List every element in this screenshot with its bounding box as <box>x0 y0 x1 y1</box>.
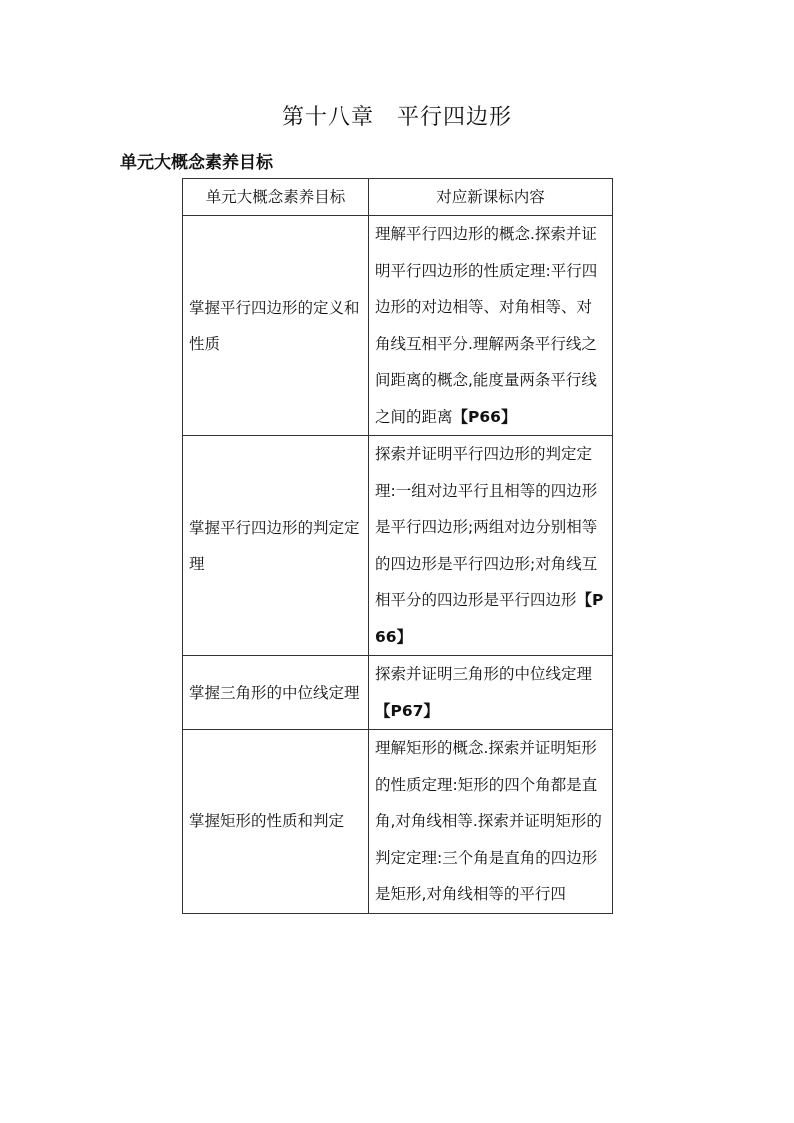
goal-cell: 掌握三角形的中位线定理 <box>183 656 369 730</box>
content-cell <box>369 730 613 914</box>
section-heading: 单元大概念素养目标 <box>120 153 273 173</box>
page-ref: 【P66】 <box>375 591 604 646</box>
page-ref: 【P66】 <box>452 407 517 426</box>
table-row <box>183 656 613 730</box>
goals-table <box>182 178 613 914</box>
goal-cell: 掌握矩形的性质和判定 <box>183 730 369 914</box>
table-header-row <box>183 179 613 216</box>
content-cell <box>369 656 613 730</box>
page-title: 第十八章 平行四边形 <box>281 105 512 130</box>
content-text: 探索并证明平行四边形的判定定理:一组对边平行且相等的四边形是平行四边形;两组对边分别相等的四边形是平行四边形;对角线互相平分的四边形是平行四边形 <box>375 445 598 609</box>
table-row <box>183 730 613 914</box>
goal-cell: 掌握平行四边形的判定定理 <box>183 436 369 656</box>
table-row <box>183 216 613 436</box>
content-text: 理解平行四边形的概念.探索并证明平行四边形的性质定理:平行四边形的对边相等、对角相等、对角线互相平分.理解两条平行线之间距离的概念,能度量两条平行线之间的距离 <box>375 225 598 426</box>
header-content: 对应新课标内容 <box>369 179 613 216</box>
page-ref: 【P67】 <box>375 701 439 720</box>
content-text: 理解矩形的概念.探索并证明矩形的性质定理:矩形的四个角都是直角,对角线相等.探索并证明矩形的判定定理:三个角是直角的四边形是矩形,对角线相等的平行四 <box>375 739 602 903</box>
goal-cell: 掌握平行四边形的定义和性质 <box>183 216 369 436</box>
header-goal: 单元大概念素养目标 <box>183 179 369 216</box>
table-row <box>183 436 613 656</box>
content-cell <box>369 436 613 656</box>
content-text: 探索并证明三角形的中位线定理 <box>375 665 593 683</box>
content-cell <box>369 216 613 436</box>
